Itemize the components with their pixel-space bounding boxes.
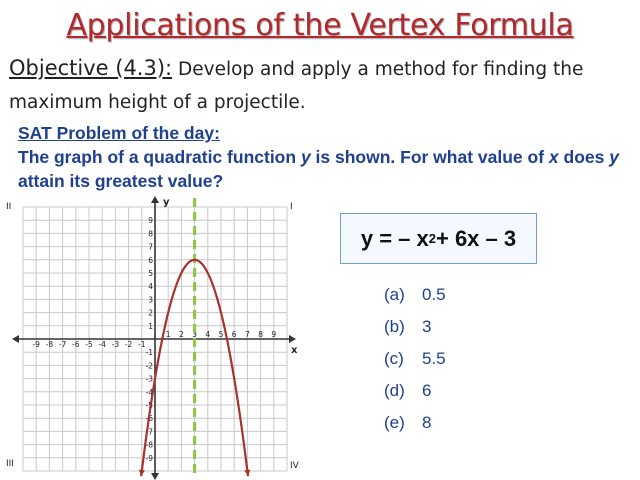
choice-letter: (a) bbox=[384, 285, 405, 304]
choice-value: 8 bbox=[422, 413, 432, 432]
x-tick-label: -2 bbox=[124, 340, 133, 349]
y-axis-arrow-up bbox=[151, 196, 159, 203]
x-axis-arrow-left bbox=[12, 335, 19, 343]
x-tick-label: -9 bbox=[32, 340, 40, 349]
x-axis-label: x bbox=[291, 345, 298, 356]
equation-exponent: 2 bbox=[428, 231, 436, 246]
x-tick-label: 2 bbox=[179, 330, 184, 339]
x-tick-label: 6 bbox=[231, 330, 237, 339]
y-tick-label: 5 bbox=[148, 269, 153, 278]
choice-e bbox=[384, 413, 446, 445]
y-tick-label: -6 bbox=[145, 414, 153, 424]
choice-letter: (e) bbox=[384, 413, 405, 432]
x-tick-label: 1 bbox=[165, 330, 171, 339]
y-tick-label: 2 bbox=[148, 308, 153, 318]
x-tick-label: 9 bbox=[271, 330, 277, 339]
choice-letter: (c) bbox=[384, 349, 404, 368]
y-tick-label: 7 bbox=[148, 242, 153, 252]
sat-question-part3: does bbox=[558, 147, 610, 167]
sat-question-var-y: y bbox=[300, 147, 311, 167]
equation-rhs: + 6x – 3 bbox=[435, 225, 517, 251]
objective-text: Develop and apply a method for finding the maximum height of a projectile. bbox=[9, 59, 584, 113]
y-tick-label: -4 bbox=[145, 387, 153, 397]
choice-letter: (b) bbox=[384, 317, 405, 336]
x-tick-label: 7 bbox=[245, 330, 250, 339]
y-axis-arrow-down bbox=[151, 473, 159, 480]
y-tick-label: -9 bbox=[145, 453, 153, 463]
sat-heading: SAT Problem of the day: bbox=[18, 123, 220, 143]
equation-box bbox=[340, 213, 537, 264]
y-tick-label: 4 bbox=[148, 282, 153, 292]
answer-choices bbox=[384, 285, 446, 445]
choice-b bbox=[384, 317, 446, 349]
choice-a bbox=[384, 285, 446, 317]
x-tick-label: 3 bbox=[192, 330, 197, 339]
sat-question-part4: attain its greatest value? bbox=[18, 171, 224, 191]
y-tick-label: 3 bbox=[148, 295, 153, 305]
quadrant-label-ii: II bbox=[6, 202, 12, 212]
choice-value: 3 bbox=[422, 317, 432, 336]
y-tick-label: -7 bbox=[145, 427, 153, 437]
y-tick-label: 9 bbox=[148, 216, 153, 226]
choice-value: 0.5 bbox=[422, 285, 446, 304]
sat-problem bbox=[18, 121, 630, 193]
quadrant-label-i: I bbox=[290, 202, 293, 212]
y-tick-label: 6 bbox=[148, 255, 153, 265]
sat-question-var-y2: y bbox=[609, 147, 619, 167]
x-tick-label: 8 bbox=[258, 330, 263, 339]
y-tick-label: -5 bbox=[145, 401, 153, 410]
x-tick-label: 4 bbox=[205, 330, 211, 339]
y-tick-label: -3 bbox=[145, 374, 153, 384]
x-tick-label: 5 bbox=[218, 330, 224, 339]
y-tick-label: 8 bbox=[148, 229, 153, 239]
x-tick-label: -8 bbox=[45, 340, 54, 349]
y-tick-label: -8 bbox=[145, 440, 153, 450]
quadrant-label-iv: IV bbox=[290, 461, 299, 471]
x-tick-label: -1 bbox=[138, 340, 146, 349]
sat-question-var-x: x bbox=[548, 147, 559, 167]
x-tick-label: -6 bbox=[72, 340, 80, 349]
choice-value: 6 bbox=[422, 381, 432, 400]
choice-value: 5.5 bbox=[422, 349, 446, 368]
sat-question-part2: is shown. For what value of bbox=[310, 147, 549, 167]
x-axis-arrow-right bbox=[289, 335, 296, 343]
slide-title: Applications of the Vertex Formula bbox=[66, 8, 574, 43]
y-axis-label: y bbox=[163, 197, 170, 208]
parabola-graph bbox=[0, 192, 315, 480]
y-tick-label: 1 bbox=[148, 321, 153, 331]
x-tick-label: -4 bbox=[98, 340, 106, 349]
sat-question-part1: The graph of a quadratic function bbox=[18, 147, 301, 167]
y-tick-label: -2 bbox=[145, 361, 153, 371]
objective-paragraph bbox=[9, 52, 631, 119]
choice-c bbox=[384, 349, 446, 381]
y-tick-label: -1 bbox=[145, 348, 153, 358]
choice-d bbox=[384, 381, 446, 413]
quadrant-label-iii: III bbox=[6, 459, 14, 469]
objective-label: Objective (4.3): bbox=[9, 56, 173, 80]
x-tick-label: -7 bbox=[58, 340, 67, 349]
x-tick-label: -3 bbox=[111, 340, 120, 349]
choice-letter: (d) bbox=[384, 381, 405, 400]
x-tick-label: -5 bbox=[85, 340, 93, 349]
equation-lhs: y = – x bbox=[360, 225, 429, 251]
